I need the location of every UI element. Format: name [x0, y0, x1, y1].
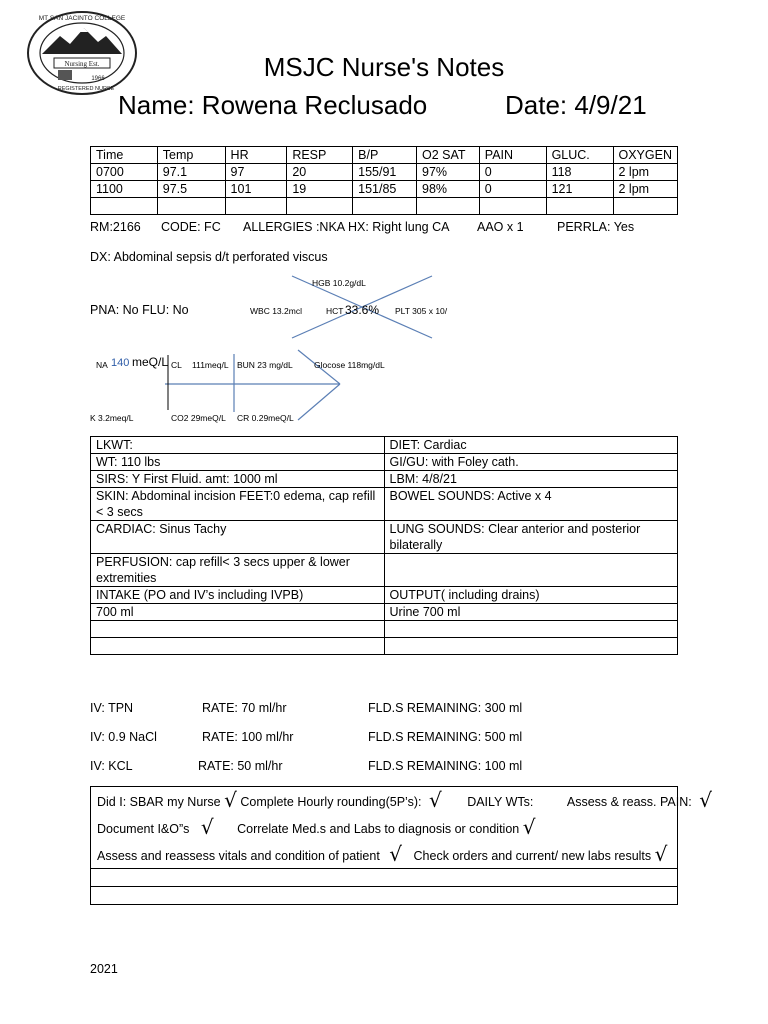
- pna-flu: PNA: No FLU: No: [90, 303, 189, 317]
- assessment-cell: [384, 638, 678, 655]
- assessment-cell: INTAKE (PO and IV’s including IVPB): [91, 587, 385, 604]
- lab-fishbone-lines: [0, 260, 768, 430]
- vitals-cell: 0: [479, 164, 546, 181]
- note-date: Date: 4/9/21: [505, 90, 647, 120]
- lab-cl-value: 111meq/L: [192, 360, 229, 370]
- check-item-pain: Assess & reass. PAIN:: [566, 795, 692, 809]
- lab-cl-label: CL: [171, 360, 182, 370]
- vitals-cell: 0700: [91, 164, 158, 181]
- assessment-cell: LUNG SOUNDS: Clear anterior and posterior bilaterally: [384, 521, 678, 554]
- vitals-cell: 1100: [91, 181, 158, 198]
- vitals-cell: 0: [479, 181, 546, 198]
- checklist-row: [91, 841, 677, 868]
- assessment-cell: 700 ml: [91, 604, 385, 621]
- vitals-cell: 2 lpm: [613, 164, 678, 181]
- assessment-cell: SKIN: Abdominal incision FEET:0 edema, cap refill < 3 secs: [91, 488, 385, 521]
- assessment-cell: BOWEL SOUNDS: Active x 4: [384, 488, 678, 521]
- checklist-row: [91, 787, 712, 814]
- assessment-cell: OUTPUT( including drains): [384, 587, 678, 604]
- table-row: [91, 521, 678, 554]
- assessment-cell: PERFUSION: cap refill< 3 secs upper & lower extremities: [91, 554, 385, 587]
- checklist-blank-row: [91, 868, 677, 886]
- table-row: [91, 621, 678, 638]
- vitals-header: GLUC.: [546, 147, 613, 164]
- history: HX: Right lung CA: [348, 220, 450, 234]
- iv-name: IV: TPN: [90, 701, 134, 715]
- assessment-cell: [384, 554, 678, 587]
- vitals-cell: 151/85: [353, 181, 417, 198]
- iv-rate: RATE: 70 ml/hr: [202, 701, 287, 715]
- vitals-cell: 20: [287, 164, 353, 181]
- vitals-cell: [417, 198, 480, 215]
- code-status: CODE: FC: [161, 220, 221, 234]
- iv-rate: RATE: 100 ml/hr: [202, 730, 294, 744]
- check-item-rounding: Complete Hourly rounding(5P’s):: [240, 795, 422, 809]
- patient-name: Name: Rowena Reclusado: [118, 90, 428, 120]
- vitals-cell: [353, 198, 417, 215]
- vitals-header-row: [91, 147, 678, 164]
- table-row: [91, 638, 678, 655]
- lab-cr: CR 0.29meQ/L: [237, 413, 294, 423]
- vitals-cell: 97.1: [157, 164, 225, 181]
- checklist-row: [91, 814, 677, 841]
- checkmark-icon: √: [522, 815, 536, 839]
- iv-name: IV: KCL: [90, 759, 133, 773]
- assessment-cell: [91, 621, 385, 638]
- vitals-cell: 19: [287, 181, 353, 198]
- iv-rate: RATE: 50 ml/hr: [198, 759, 283, 773]
- checkmark-icon: √: [224, 788, 237, 812]
- assessment-cell: Urine 700 ml: [384, 604, 678, 621]
- lab-hct-value: 33.6%: [345, 303, 380, 317]
- logo-program-text: REGISTERED NURSE: [57, 86, 115, 92]
- check-item-vitals: Assess and reassess vitals and condition of patient: [97, 849, 380, 863]
- vitals-cell: [157, 198, 225, 215]
- assessment-cell: WT: 110 lbs: [91, 454, 385, 471]
- footer-year: 2021: [90, 962, 118, 976]
- orientation: AAO x 1: [477, 220, 524, 234]
- check-item-io: Document I&O”s: [97, 822, 190, 836]
- logo-year-text: 1966: [91, 76, 105, 82]
- checkmark-icon: √: [428, 788, 442, 812]
- checkmark-icon: √: [389, 842, 403, 866]
- table-row: [91, 554, 678, 587]
- vitals-header: B/P: [353, 147, 417, 164]
- vitals-cell: 2 lpm: [613, 181, 678, 198]
- vitals-cell: [546, 198, 613, 215]
- vitals-header: RESP: [287, 147, 353, 164]
- checkmark-icon: √: [699, 788, 712, 812]
- lab-na-value: 140: [111, 357, 130, 369]
- vitals-cell: 97%: [417, 164, 480, 181]
- check-item-orders: Check orders and current/ new labs results: [413, 849, 652, 863]
- lab-hct-label: HCT: [326, 306, 344, 316]
- perrla: PERRLA: Yes: [557, 220, 635, 234]
- assessment-cell: LKWT:: [91, 437, 385, 454]
- vitals-cell: 101: [225, 181, 287, 198]
- checkmark-icon: √: [654, 842, 668, 866]
- vitals-cell: 155/91: [353, 164, 417, 181]
- logo-college-text: MT SAN JACINTO COLLEGE: [38, 15, 126, 22]
- table-row: [91, 198, 678, 215]
- checkmark-icon: √: [200, 815, 214, 839]
- iv-remaining: FLD.S REMAINING: 500 ml: [368, 730, 523, 744]
- check-item-correlate: Correlate Med.s and Labs to diagnosis or condition: [237, 822, 520, 836]
- vitals-cell: [225, 198, 287, 215]
- lab-wbc: WBC 13.2mcl: [250, 306, 302, 316]
- table-row: [91, 437, 678, 454]
- table-row: [91, 587, 678, 604]
- vitals-header: O2 SAT: [417, 147, 480, 164]
- iv-remaining: FLD.S REMAINING: 100 ml: [368, 759, 523, 773]
- table-row: [91, 164, 678, 181]
- vitals-cell: [613, 198, 678, 215]
- lab-na-unit: meQ/L: [132, 355, 169, 369]
- assessment-cell: CARDIAC: Sinus Tachy: [91, 521, 385, 554]
- vitals-header: OXYGEN: [613, 147, 678, 164]
- assessment-table: [90, 436, 678, 655]
- lab-hgb: HGB 10.2g/dL: [312, 278, 366, 288]
- lab-plt: PLT 305 x 10/: [395, 306, 448, 316]
- lab-bun: BUN 23 mg/dL: [237, 360, 293, 370]
- vitals-cell: 97.5: [157, 181, 225, 198]
- vitals-cell: 121: [546, 181, 613, 198]
- vitals-table: [90, 146, 678, 215]
- vitals-cell: 98%: [417, 181, 480, 198]
- checklist-blank-row: [91, 886, 677, 904]
- lab-k: K 3.2meq/L: [90, 413, 134, 423]
- logo-banner-text: Nursing Est.: [64, 60, 100, 68]
- page-title: MSJC Nurse's Notes: [263, 52, 505, 82]
- assessment-cell: [91, 638, 385, 655]
- table-row: [91, 604, 678, 621]
- lab-co2: CO2 29meQ/L: [171, 413, 226, 423]
- vitals-cell: [479, 198, 546, 215]
- vitals-cell: 118: [546, 164, 613, 181]
- vitals-header: PAIN: [479, 147, 546, 164]
- room-number: RM:2166: [90, 220, 141, 234]
- vitals-cell: 97: [225, 164, 287, 181]
- iv-name: IV: 0.9 NaCl: [90, 730, 157, 744]
- assessment-cell: SIRS: Y First Fluid. amt: 1000 ml: [91, 471, 385, 488]
- assessment-cell: [384, 621, 678, 638]
- iv-remaining: FLD.S REMAINING: 300 ml: [368, 701, 523, 715]
- vitals-cell: [91, 198, 158, 215]
- vitals-header: Temp: [157, 147, 225, 164]
- assessment-cell: GI/GU: with Foley cath.: [384, 454, 678, 471]
- checklist-box: [90, 786, 712, 905]
- vitals-cell: [287, 198, 353, 215]
- check-item-sbar: Did I: SBAR my Nurse: [97, 795, 221, 809]
- check-item-daily-wts: DAILY WTs:: [467, 795, 534, 809]
- lab-na-label: NA: [96, 360, 108, 370]
- vitals-header: HR: [225, 147, 287, 164]
- assessment-cell: LBM: 4/8/21: [384, 471, 678, 488]
- table-row: [91, 471, 678, 488]
- vitals-header: Time: [91, 147, 158, 164]
- table-row: [91, 488, 678, 521]
- diagnosis: DX: Abdominal sepsis d/t perforated viscus: [90, 250, 328, 264]
- table-row: [91, 454, 678, 471]
- lab-glucose: Glocose 118mg/dL: [314, 360, 385, 370]
- assessment-cell: DIET: Cardiac: [384, 437, 678, 454]
- table-row: [91, 181, 678, 198]
- allergies: ALLERGIES :NKA: [243, 220, 346, 234]
